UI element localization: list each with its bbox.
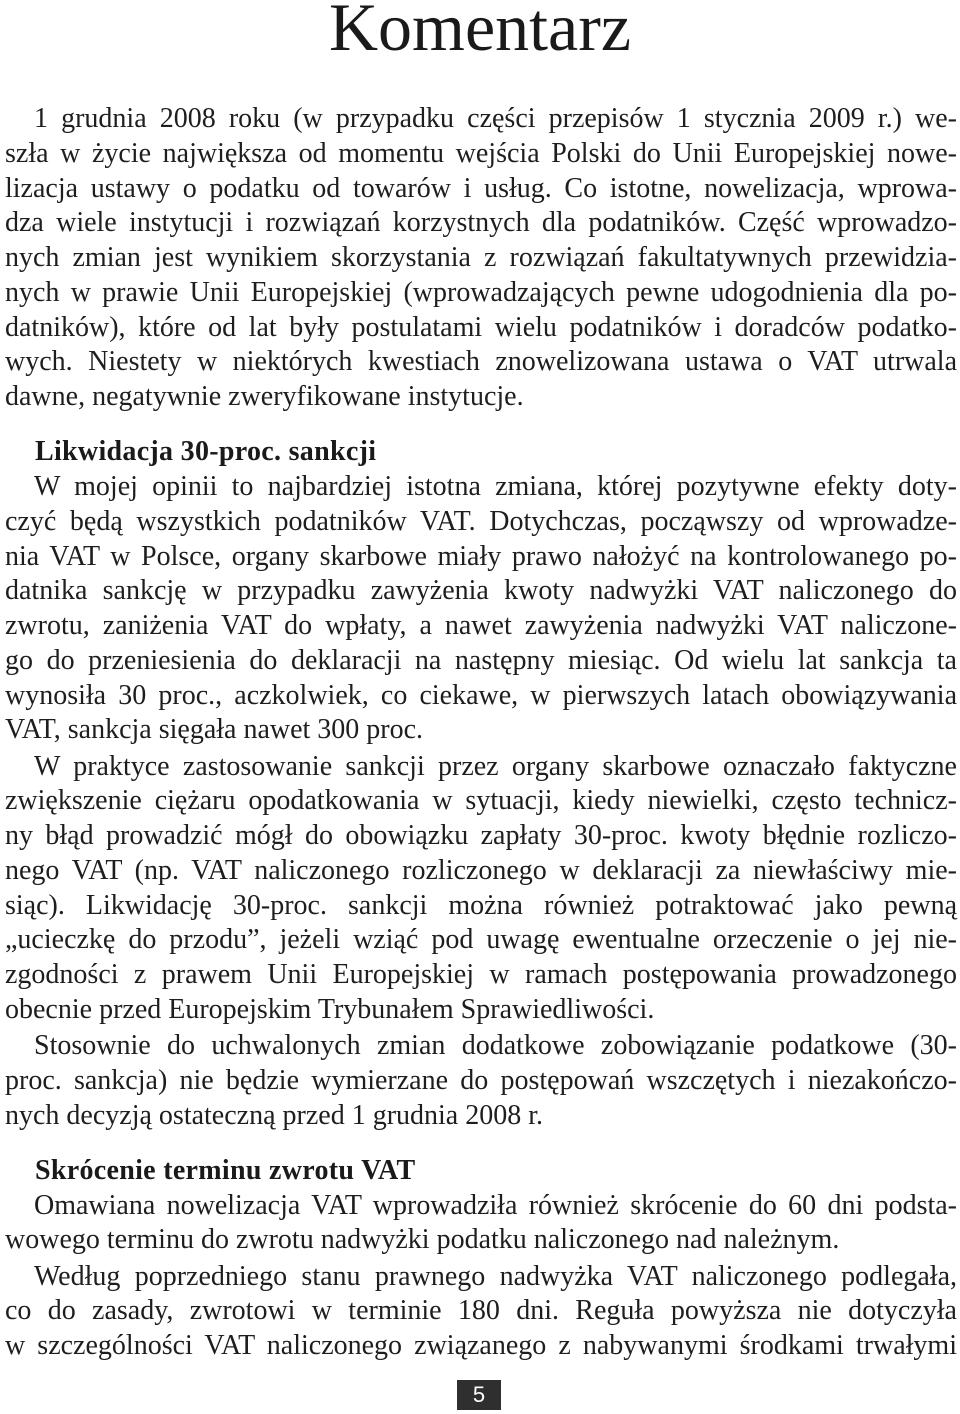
section-paragraph	[5, 750, 957, 1028]
paragraph-line: nia VAT w Polsce, organy skarbowe miały prawo nałożyć na kontrolowanego po-	[5, 540, 957, 572]
section-paragraph	[5, 1189, 957, 1259]
paragraph-line: Omawiana nowelizacja VAT wprowadziła również skrócenie do 60 dni podsta-	[34, 1189, 957, 1221]
paragraph-line: obecnie przed Europejskim Trybunałem Sprawiedliwości.	[5, 993, 655, 1025]
paragraph-line: nego VAT (np. VAT naliczonego rozliczonego w deklaracji za niewłaściwy mie-	[5, 854, 957, 886]
paragraph-line: dza wiele instytucji i rozwiązań korzystnych dla podatników. Część wprowadzo-	[5, 207, 957, 239]
paragraph-line: ny błąd prowadzić mógł do obowiązku zapłaty 30-proc. kwoty błędnie rozliczo-	[5, 820, 957, 851]
paragraph-line: nych zmian jest wynikiem skorzystania z rozwiązań fakultatywnych przewidzia-	[5, 242, 957, 273]
paragraph-line: nych decyzją ostateczną przed 1 grudnia 2008 r.	[5, 1099, 544, 1131]
paragraph-line: go do przeniesienia do deklaracji na następny miesiąc. Od wielu lat sankcja ta	[5, 644, 957, 676]
paragraph-line: dawne, negatywnie zweryfikowane instytucje.	[5, 381, 524, 412]
paragraph-line: czyć będą wszystkich podatników VAT. Dotychczas, począwszy od wprowadze-	[5, 505, 957, 537]
section-sankcja	[5, 435, 957, 1133]
paragraph-line: zgodności z prawem Unii Europejskiej w ramach postępowania prowadzonego	[5, 959, 957, 990]
paragraph-line: co do zasady, zwrotowi w terminie 180 dni. Reguła powyższa nie dotyczyła	[5, 1295, 957, 1327]
paragraph-line: w szczególności VAT naliczonego związanego z nabywanymi środkami trwałymi	[5, 1330, 957, 1361]
paragraph-line: nych w prawie Unii Europejskiej (wprowadzających pewne udogodnienia dla po-	[5, 276, 957, 308]
section-paragraph	[5, 1029, 957, 1133]
paragraph-line: 1 grudnia 2008 roku (w przypadku części przepisów 1 stycznia 2009 r.) we-	[34, 103, 957, 134]
article-body	[5, 102, 957, 1364]
paragraph-line: zwrotu, zaniżenia VAT do wpłaty, a nawet zawyżenia nadwyżki VAT naliczone-	[5, 610, 957, 641]
paragraph-line: datników), które od lat były postulatami wielu podatników i doradców podatko-	[5, 311, 957, 343]
page-number-label: 5	[472, 1382, 486, 1407]
paragraph-line: wych. Niestety w niektórych kwestiach znowelizowana ustawa o VAT utrwala	[5, 346, 957, 378]
intro-paragraph	[5, 102, 957, 415]
paragraph-line: W praktyce zastosowanie sankcji przez organy skarbowe oznaczało faktyczne	[34, 750, 957, 782]
paragraph-line: zwiększenie ciężaru opodatkowania w sytuacji, kiedy niewielki, często technicz-	[5, 785, 957, 817]
section-zwrot-vat	[5, 1154, 957, 1364]
paragraph-line: W mojej opinii to najbardziej istotna zmiana, której pozytywne efekty doty-	[34, 471, 957, 502]
paragraph-line: wynosiła 30 proc., aczkolwiek, co ciekawe, w pierwszych latach obowiązywania	[5, 679, 957, 711]
paragraph-line: lizacja ustawy o podatku od towarów i usług. Co istotne, nowelizacja, wprowa-	[5, 172, 957, 204]
paragraph-line: wowego terminu do zwrotu nadwyżki podatku naliczonego nad należnym.	[5, 1224, 840, 1256]
paragraph-line: VAT, sankcja sięgała nawet 300 proc.	[5, 714, 424, 746]
paragraph-line: Stosownie do uchwalonych zmian dodatkowe zobowiązanie podatkowe (30-	[34, 1030, 957, 1061]
page-number-badge	[457, 1380, 501, 1410]
paragraph-line: datnika sankcję w przypadku zawyżenia kwoty nadwyżki VAT naliczonego do	[5, 575, 957, 607]
section-heading: Likwidacja 30-proc. sankcji	[35, 436, 377, 468]
page-title: Komentarz	[328, 0, 632, 65]
paragraph-line: szła w życie największa od momentu wejścia Polski do Unii Europejskiej nowe-	[5, 137, 957, 169]
section-paragraph	[5, 1260, 957, 1364]
section-paragraph	[5, 470, 957, 748]
paragraph-line: Według poprzedniego stanu prawnego nadwyżka VAT naliczonego podlegała,	[34, 1260, 957, 1292]
paragraph-line: proc. sankcja) nie będzie wymierzane do postępowań wszczętych i niezakończo-	[5, 1064, 957, 1096]
paragraph-line: „ucieczkę do przodu”, jeżeli wziąć pod uwagę ewentualne orzeczenie o jej nie-	[5, 924, 957, 956]
paragraph-line: siąc). Likwidację 30-proc. sankcji można również potraktować jako pewną	[5, 889, 957, 921]
section-heading: Skrócenie terminu zwrotu VAT	[35, 1154, 416, 1186]
